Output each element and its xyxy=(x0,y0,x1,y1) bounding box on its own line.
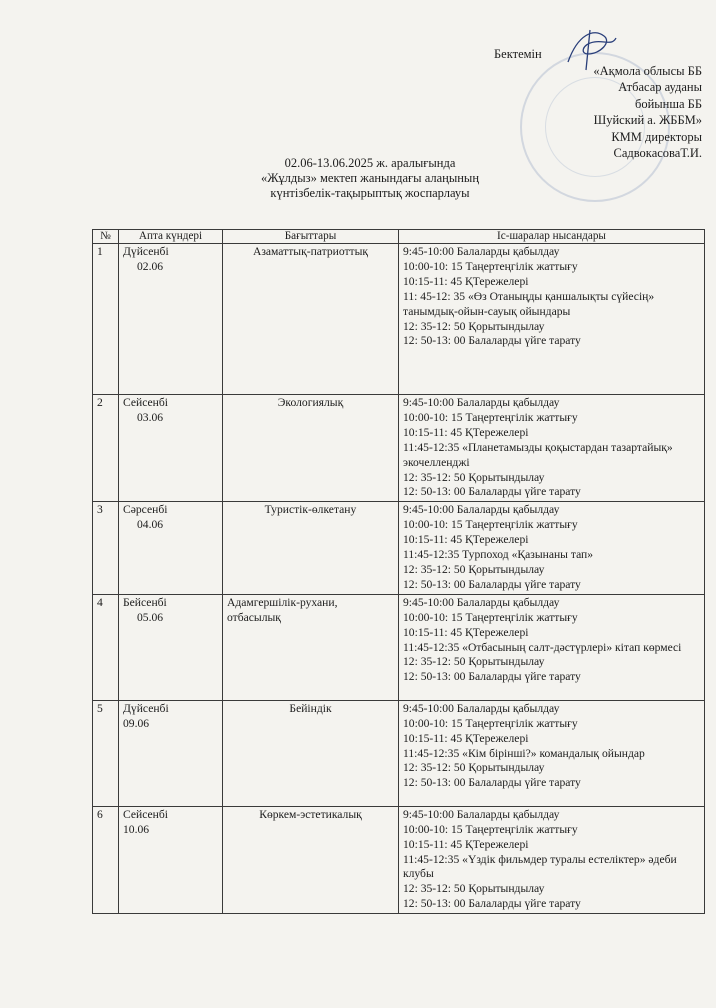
activity-line: 11:45-12:35 «Планетамызды қоқыстардан тазартайық» экочелленджі xyxy=(403,440,673,469)
row-activities xyxy=(399,594,705,700)
approval-heading: Бектемін xyxy=(494,47,542,61)
weekday-name: Сәрсенбі xyxy=(123,503,168,517)
activity-line: 9:45-10:00 Балаларды қабылдау xyxy=(403,701,560,715)
activity-line: 10:00-10: 15 Таңертеңгілік жаттығу xyxy=(403,259,578,273)
weekday-name: Сейсенбі xyxy=(123,807,168,821)
title-line-camp: «Жұлдыз» мектеп жанындағы алаңының xyxy=(260,171,480,185)
row-activities xyxy=(399,244,705,395)
approval-line: КММ директоры xyxy=(611,129,702,144)
weekday-name: Дүйсенбі xyxy=(123,245,169,258)
row-direction: Адамгершілік-рухани, отбасылық xyxy=(223,594,399,700)
row-weekday xyxy=(119,395,223,502)
row-number: 3 xyxy=(93,502,119,594)
approval-director-name: СадвокасоваТ.И. xyxy=(613,146,702,160)
activity-line: 11:45-12:35 «Кім бірінші?» командалық ойындар xyxy=(403,746,645,760)
activity-line: 10:00-10: 15 Таңертеңгілік жаттығу xyxy=(403,518,578,532)
weekday-name: Сейсенбі xyxy=(123,396,168,409)
activity-line: 11: 45-12: 35 «Өз Отаныңды қаншалықты сүйесің» танымдық-ойын-сауық ойындары xyxy=(403,289,655,318)
header-direction: Бағыттары xyxy=(223,230,399,244)
activity-line: 9:45-10:00 Балаларды қабылдау xyxy=(403,245,560,258)
approval-line: Атбасар ауданы xyxy=(618,80,702,94)
weekday-name: Бейсенбі xyxy=(123,595,167,609)
table-row xyxy=(93,502,705,594)
table-row xyxy=(93,700,705,806)
row-weekday xyxy=(119,244,223,395)
approval-line: «Ақмола облысы ББ xyxy=(593,63,702,78)
header-activities: Іс-шаралар нысандары xyxy=(399,230,705,244)
weekday-date: 10.06 xyxy=(123,822,150,836)
activity-line: 12: 50-13: 00 Балаларды үйге тарату xyxy=(403,897,581,911)
activity-line: 11:45-12:35 «Отбасының салт-дәстүрлері» кітап көрмесі xyxy=(403,640,682,654)
row-weekday xyxy=(119,502,223,594)
row-activities xyxy=(399,502,705,594)
row-number: 5 xyxy=(93,700,119,806)
row-weekday xyxy=(119,594,223,700)
row-number: 6 xyxy=(93,806,119,913)
row-number: 1 xyxy=(93,244,119,395)
row-number: 2 xyxy=(93,395,119,502)
approval-line: бойынша ББ xyxy=(634,96,702,111)
activity-line: 11:45-12:35 Турпоход «Қазынаны тап» xyxy=(403,548,594,562)
table-header-row xyxy=(93,230,705,244)
activity-line: 12: 35-12: 50 Қорытындылау xyxy=(403,470,545,484)
activity-line: 9:45-10:00 Балаларды қабылдау xyxy=(403,595,560,609)
activity-line: 10:00-10: 15 Таңертеңгілік жаттығу xyxy=(403,410,578,424)
schedule-table xyxy=(92,229,705,914)
table-row xyxy=(93,244,705,395)
activity-line: 12: 50-13: 00 Балаларды үйге тарату xyxy=(403,334,581,348)
activity-line: 12: 50-13: 00 Балаларды үйге тарату xyxy=(403,776,581,790)
activity-line: 12: 35-12: 50 Қорытындылау xyxy=(403,761,545,775)
title-line-period: 02.06-13.06.2025 ж. аралығында xyxy=(284,156,456,170)
table-row xyxy=(93,395,705,502)
row-weekday xyxy=(119,806,223,913)
weekday-date: 04.06 xyxy=(137,518,164,532)
activity-line: 12: 50-13: 00 Балаларды үйге тарату xyxy=(403,577,581,591)
row-direction: Көркем-эстетикалық xyxy=(223,806,399,913)
activity-line: 12: 50-13: 00 Балаларды үйге тарату xyxy=(403,485,581,499)
row-direction: Азаматтық-патриоттық xyxy=(223,244,399,395)
activity-line: 10:15-11: 45 ҚТережелері xyxy=(403,837,529,851)
weekday-date: 05.06 xyxy=(137,610,164,624)
activity-line: 12: 35-12: 50 Қорытындылау xyxy=(403,655,545,669)
table-row xyxy=(93,594,705,700)
activity-line: 9:45-10:00 Балаларды қабылдау xyxy=(403,807,560,821)
activity-line: 12: 35-12: 50 Қорытындылау xyxy=(403,882,545,896)
weekday-date: 09.06 xyxy=(123,716,150,730)
activity-line: 10:15-11: 45 ҚТережелері xyxy=(403,731,529,745)
row-number: 4 xyxy=(93,594,119,700)
row-activities xyxy=(399,700,705,806)
activity-line: 10:00-10: 15 Таңертеңгілік жаттығу xyxy=(403,716,578,730)
row-direction: Экологиялық xyxy=(223,395,399,502)
row-activities xyxy=(399,806,705,913)
activity-line: 10:15-11: 45 ҚТережелері xyxy=(403,425,529,439)
activity-line: 12: 50-13: 00 Балаларды үйге тарату xyxy=(403,670,581,684)
activity-line: 12: 35-12: 50 Қорытындылау xyxy=(403,319,545,333)
weekday-name: Дүйсенбі xyxy=(123,701,169,715)
title-line-plan: күнтізбелік-тақырыптық жоспарлауы xyxy=(270,186,470,200)
approval-block xyxy=(480,46,702,162)
activity-line: 10:00-10: 15 Таңертеңгілік жаттығу xyxy=(403,610,578,624)
activity-line: 12: 35-12: 50 Қорытындылау xyxy=(403,562,545,576)
activity-line: 11:45-12:35 «Үздік фильмдер туралы естеліктер» әдеби клубы xyxy=(403,852,677,881)
activity-line: 9:45-10:00 Балаларды қабылдау xyxy=(403,503,560,517)
activity-line: 10:15-11: 45 ҚТережелері xyxy=(403,274,529,288)
row-weekday xyxy=(119,700,223,806)
header-number: № xyxy=(93,230,119,244)
activity-line: 10:00-10: 15 Таңертеңгілік жаттығу xyxy=(403,822,578,836)
activity-line: 10:15-11: 45 ҚТережелері xyxy=(403,625,529,639)
row-direction: Туристік-өлкетану xyxy=(223,502,399,594)
weekday-date: 03.06 xyxy=(137,410,164,424)
document-title xyxy=(200,156,540,201)
approval-line: Шуйский а. ЖББМ» xyxy=(593,113,702,127)
row-activities xyxy=(399,395,705,502)
weekday-date: 02.06 xyxy=(137,259,164,273)
activity-line: 10:15-11: 45 ҚТережелері xyxy=(403,533,529,547)
header-weekday: Апта күндері xyxy=(119,230,223,244)
table-row xyxy=(93,806,705,913)
activity-line: 9:45-10:00 Балаларды қабылдау xyxy=(403,396,560,409)
row-direction: Бейіндік xyxy=(223,700,399,806)
